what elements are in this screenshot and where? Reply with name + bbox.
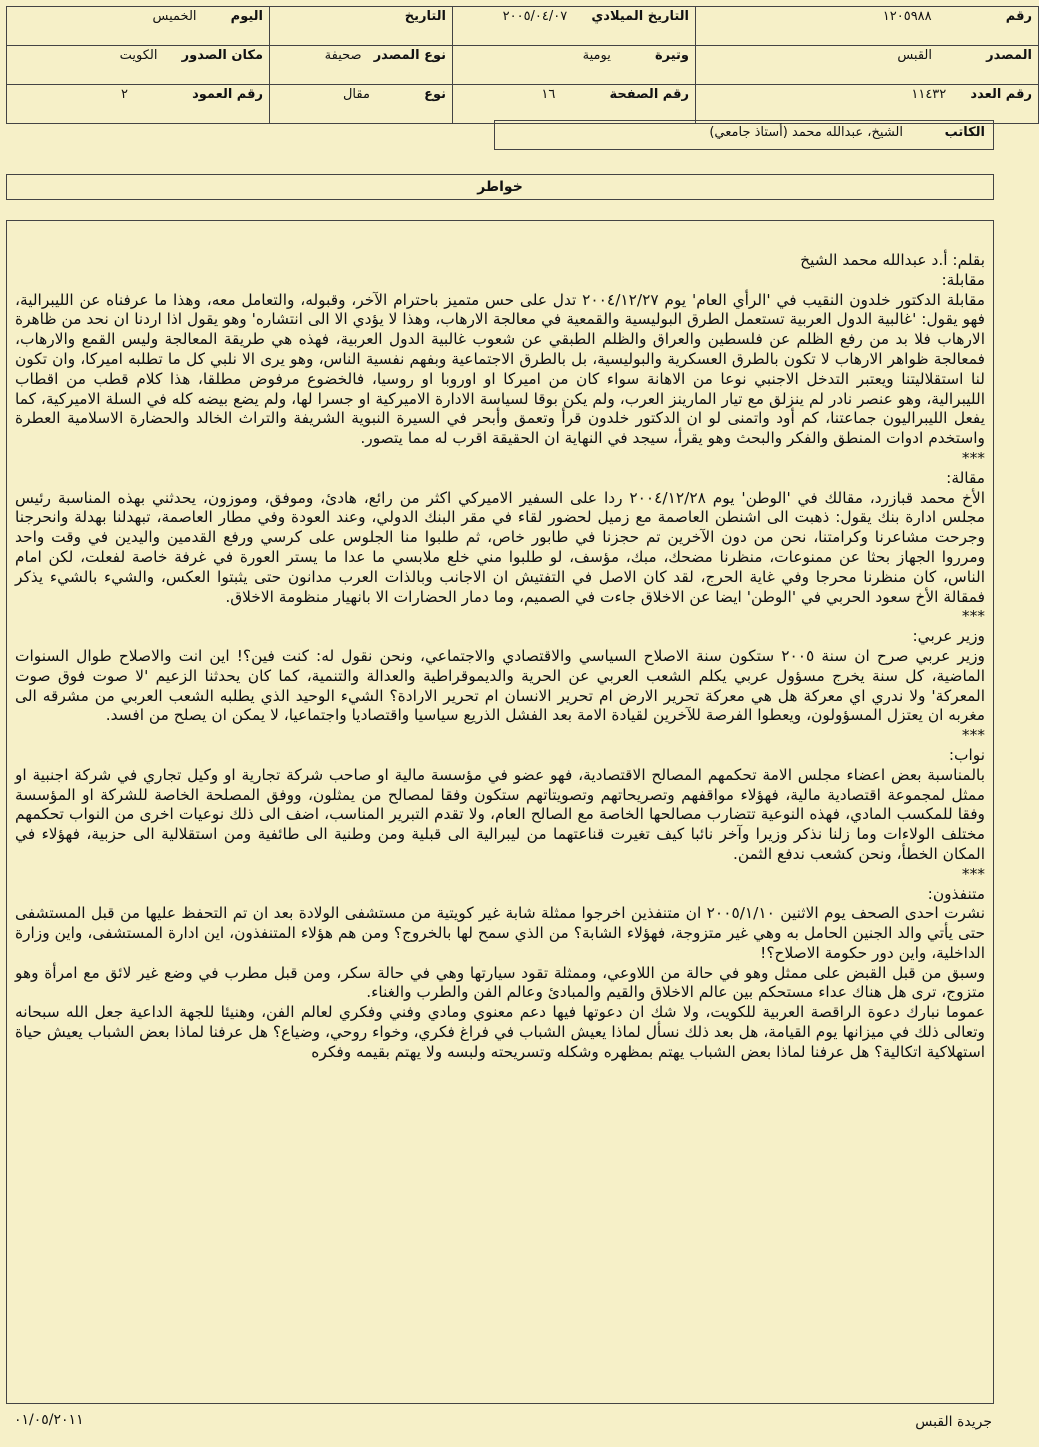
section-heading-interview: مقابلة: — [941, 270, 985, 289]
day-value: الخميس — [152, 9, 197, 24]
section-text-influencers-2: وسبق من قبل القبض على ممثل وهو في حالة من اللاوعي، وممثلة تقود سيارتها وهي في حالة سكر، ومن قبل مطرب في وضع غير لائق مع امرأة وهو متزوج، ترى هل هناك عداء مستحكم بين عالم الاخلاق والقيم والمبادئ وعالم الفن والطرب والغناء. — [15, 963, 985, 1002]
issue-value: ١١٤٣٢ — [911, 87, 947, 102]
day-label: اليوم — [230, 9, 263, 24]
header-table — [6, 6, 1039, 124]
section-heading-mps: نواب: — [948, 745, 985, 764]
date-label: التاريخ — [404, 9, 446, 24]
greg-date-label: التاريخ الميلادي — [591, 9, 689, 24]
section-text-minister: وزير عربي صرح ان سنة ٢٠٠٥ ستكون سنة الاصلاح السياسي والاقتصادي والاجتماعي، ونحن نقول له: كنت فين؟! اين انت والاصلاح طوال السنوات الماضية، كل سنة يخرج مسؤول عربي يكلم الشعب العربي عن الحرية والديموقراطية والعدالة والتنمية، كما كان يحدثنا الزعيم 'لا صوت فوق صوت المعركة' ولا ندري اي معركة هل هي معركة تحرير الارض ام تحرير الانسان ام تحرير الارادة؟ الشيء الوحيد الذي يطلبه الشعب العربي من مشرقه الى مغربه ان يعتزل المسؤولون، ويعطوا الفرصة للآخرين لقيادة الامة بعد الفشل الذريع سياسيا واقتصاديا واجتماعيا، لا يمكن ان يصلح من افسد. — [15, 646, 985, 725]
section-heading-minister: وزير عربي: — [912, 627, 985, 646]
type-value: مقال — [342, 87, 370, 102]
number-label: رقم — [1005, 9, 1032, 24]
section-heading-influencers: متنفذون: — [927, 884, 985, 903]
column-label: رقم العمود — [192, 87, 263, 102]
section-text-influencers: نشرت احدى الصحف يوم الاثنين ٢٠٠٥/١/١٠ ان متنفذين اخرجوا ممثلة شابة غير كويتية من مستشفى الولادة بعد ان تم التحفظ عليها من قبل المستشفى حتى يأتي والد الجنين الحامل به وهي غير متزوجة، فهؤلاء الشابة؟ من الذي سمح لها بالخروج؟ ومن هم هؤلاء المتنفذون، اين ادارة المستشفى، واين وزارة الداخلية، واين دور حكومة الاصلاح؟! — [15, 904, 985, 962]
greg-date-cell — [453, 7, 696, 46]
source-type-cell — [270, 46, 453, 85]
separator: *** — [961, 726, 985, 745]
source-label: المصدر — [986, 48, 1032, 63]
byline: بقلم: أ.د عبدالله محمد الشيخ — [800, 251, 985, 269]
footer-source: جريدة القبس — [915, 1414, 992, 1430]
column-value: ٢ — [120, 87, 128, 102]
section-text-article: الأخ محمد قبازرد، مقالك في 'الوطن' يوم ٢٠٠٤/١٢/٢٨ ردا على السفير الاميركي اكثر من رائع، هادئ، وموفق، وموزون، يحدثني بهذه المناسبة رئيس مجلس ادارة بنك يقول: ذهبت الى اشنطن العاصمة مع زميل لحضور لقاء في مقر البنك الدولي، وعند العودة وفي مطار العاصمة، تبهدلنا بهدلة وانحرجنا وجرحت مشاعرنا وكرامتنا، نحن من دون الآخرين تم حجزنا في طابور خاص، ثم طلبوا منا الجلوس على كرسي ورفع القدمين واليدين في وقت واحد ومرروا الجهاز بحثا عن ممنوعات، منظرنا مضحك، مبك، مؤسف، لو طلبوا مني خلع ملابسي ما عدا ما يستر العورة في غرفة خاصة لفعلت، لكن امام الناس، كان منظرنا محرجا وفي غاية الحرج، لقد كان الاصل في التفتيش ان الاجانب وبالذات العرب مدانون حتى يثبتوا العكس، والشيء بالشيء يذكر فمقالة الأخ سعود الحربي في 'الوطن' ايضا عن الاخلاق جاءت في الصميم، وما دمار الحضارات الا بانهيار منظومة الاخلاق. — [15, 488, 985, 606]
section-heading-article: مقالة: — [946, 468, 985, 487]
type-label: نوع — [424, 87, 446, 102]
number-cell — [696, 7, 1039, 46]
number-value: ١٢٠٥٩٨٨ — [882, 9, 932, 24]
footer-date: ٠١/٠٥/٢٠١١ — [14, 1412, 84, 1428]
separator: *** — [961, 864, 985, 883]
type-cell — [270, 85, 453, 124]
section-text-interview: مقابلة الدكتور خلدون النقيب في 'الرأي العام' يوم ٢٠٠٤/١٢/٢٧ تدل على حس متميز باحترام الآخر، وقبوله، والتعامل معه، وهذا ما عرفناه عن الليبرالية، فهو يقول: 'غالبية الدول العربية تستعمل الطرق البوليسية والقمعية في معالجة الارهاب، وهذا لا يؤدي الا الى انتشاره' وهو يقول اذا اردنا ان نحد من ظاهرة الارهاب فلا بد من رفع الظلم عن فلسطين والعراق والظلم الطبقي عن شعوب غالبية الدول العربية، فهذه هي طريقة المعالجة وليس القمع والارهاب، فمعالجة ظواهر الارهاب لا تكون بالطرق العسكرية والبوليسية، بل بالطرق الاجتماعية وبفهم نفسية الناس، وهو يرى الا نلبي كل ما تطلبه اميركا، وان تكون لنا استقلاليتنا ويعتبر التدخل الاجنبي نوعا من الاهانة سواء كان من اميركا او اوروبا او روسيا، فالخضوع مرفوض مطلقا، هذا كلام قطب من اقطاب الليبرالية، وهو عنصر نادر لم ينزلق مع تيار المارينز العرب، ولم يكن بوقا لسياسة الادارة الاميركية او جسرا لها، ولم يضع بيضه كله في السلة الاميركية، كما يفعل الليبراليون جماعتنا، كم أود واتمنى لو ان الدكتور خلدون قرأ وتعمق وأبحر في السيرة النبوية الشريفة والتراث الخالد والحضارة الاسلامية العطرة واستخدم ادوات المنطق والفكر والبحث وهو يقرأ، سيجد في النهاية ان الحقيقة اقرب له مما يتصور. — [15, 290, 985, 448]
source-value: القبس — [897, 48, 932, 63]
day-cell — [7, 7, 270, 46]
frequency-value: يومية — [582, 48, 611, 63]
writer-label: الكاتب — [944, 125, 985, 140]
writer-box — [494, 120, 994, 150]
source-cell — [696, 46, 1039, 85]
section-text-influencers-3: عموما نبارك دعوة الراقصة العربية للكويت، ولا شك ان دعوتها فيها دعم معنوي ومادي وفني وفكري لعالم الفن، وهنيئا للجهة الداعية جعل الله سبحانه وتعالى ذلك في ميزانها يوم القيامة، هل بعد ذلك نسأل لماذا يعيش الشباب في فراغ فكري، وخواء روحي، وضياع؟ هل عرفنا لماذا بعض الشباب يعيش حياة استهلاكية اتكالية؟ هل عرفنا لماذا بعض الشباب يهتم بمظهره وشكله وتسريحته ولبسه ولا يهتم بقيمه وفكره — [15, 1003, 985, 1061]
issue-label: رقم العدد — [970, 87, 1032, 102]
article-title: خواطر — [6, 174, 994, 200]
issue-cell — [696, 85, 1039, 124]
page-label: رقم الصفحة — [609, 87, 689, 102]
article-body — [6, 220, 994, 1404]
place-value: الكويت — [119, 48, 158, 63]
place-label: مكان الصدور — [181, 48, 263, 63]
separator: *** — [961, 448, 985, 467]
section-text-mps: بالمناسبة بعض اعضاء مجلس الامة تحكمهم المصالح الاقتصادية، فهو عضو في مؤسسة مالية او صاحب شركة تجارية او وكيل تجاري في شركة اجنبية او ممثل لمجموعة اقتصادية مالية، فهؤلاء مواقفهم وتصريحاتهم وتصويتاتهم ستكون وفقا لمصالح من يمثلون، ووفق المصلحة الخاصة للشركة او المؤسسة وفقا للمكسب المادي، فهذه النوعية تتضارب مصالحها الخاصة مع الصالح العام، ولا تقدم التبرير المناسب، اضف الى ذلك نوعيات اخرى من النواب تحكمهم مختلف الولاءات وما زلنا نذكر وزيرا وآخر نائبا كيف تغيرت قناعتهما من ليبرالية الى قبلية ومن وطنية الى طائفية ومن استقلالية الى حزبية، فهؤلاء في المكان الخطأ، ونحن كشعب ندفع الثمن. — [15, 765, 985, 863]
frequency-cell — [453, 46, 696, 85]
source-type-value: صحيفة — [324, 48, 362, 63]
page-value: ١٦ — [541, 87, 556, 102]
place-cell — [7, 46, 270, 85]
source-type-label: نوع المصدر — [373, 48, 446, 63]
greg-date-value: ٢٠٠٥/٠٤/٠٧ — [502, 9, 568, 24]
writer-value: الشيخ، عبدالله محمد (أستاذ جامعي) — [709, 125, 903, 140]
date-cell — [270, 7, 453, 46]
separator: *** — [961, 607, 985, 626]
page-cell — [453, 85, 696, 124]
frequency-label: وتيرة — [654, 48, 689, 63]
column-cell — [7, 85, 270, 124]
